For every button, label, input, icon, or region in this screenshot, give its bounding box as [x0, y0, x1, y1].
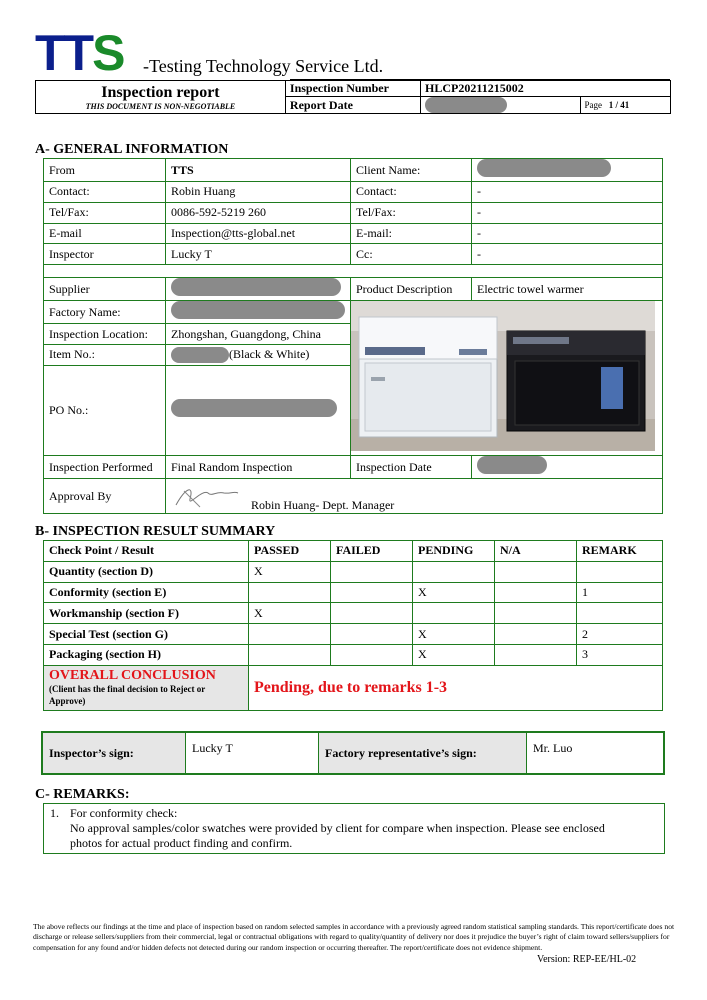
signature-table [41, 731, 665, 775]
client-tel-label: Tel/Fax: [351, 202, 472, 223]
column-header: FAILED [331, 541, 413, 562]
spacer-row [44, 265, 663, 278]
item-no-text: (Black & White) [229, 346, 310, 361]
result-summary-table [43, 540, 663, 711]
result-cell: X [249, 603, 331, 624]
result-cell [413, 603, 495, 624]
column-header: PASSED [249, 541, 331, 562]
email-label: E-mail [44, 223, 166, 244]
contact-value: Robin Huang [166, 182, 351, 203]
page-number: 1 / 41 [608, 100, 630, 111]
page-label: Page [584, 100, 603, 111]
result-cell: X [413, 582, 495, 603]
result-cell [495, 644, 577, 665]
result-row [44, 582, 663, 603]
remark-heading: For conformity check: [70, 806, 178, 820]
po-no-label: PO No.: [44, 365, 166, 455]
company-name: -Testing Technology Service Ltd. [143, 56, 384, 76]
tts-logo [35, 25, 126, 81]
overall-conclusion-label: OVERALL CONCLUSION [49, 667, 216, 683]
overall-conclusion-value: Pending, due to remarks 1-3 [249, 665, 663, 710]
result-cell [577, 603, 663, 624]
result-row [44, 644, 663, 665]
column-header: REMARK [577, 541, 663, 562]
result-cell [249, 582, 331, 603]
check-point-label: Special Test (section G) [44, 624, 249, 645]
result-cell: 3 [577, 644, 663, 665]
result-cell [331, 624, 413, 645]
check-point-label: Quantity (section D) [44, 561, 249, 582]
column-header: N/A [495, 541, 577, 562]
result-cell: X [249, 561, 331, 582]
client-name-label: Client Name: [351, 159, 472, 182]
result-cell [495, 603, 577, 624]
result-cell [495, 624, 577, 645]
result-cell [331, 582, 413, 603]
client-contact-value: - [472, 182, 663, 203]
logo-tt: TT [35, 25, 93, 81]
inspector-sign-label: Inspector’s sign: [42, 732, 186, 774]
inspector-value: Lucky T [166, 244, 351, 265]
inspector-label: Inspector [44, 244, 166, 265]
overall-conclusion-cell [44, 665, 249, 710]
result-cell [495, 582, 577, 603]
result-cell: X [413, 624, 495, 645]
contact-label: Contact: [44, 182, 166, 203]
cc-label: Cc: [351, 244, 472, 265]
title-cell [36, 81, 286, 114]
result-row [44, 624, 663, 645]
item-no-value [166, 344, 351, 365]
result-cell [577, 561, 663, 582]
inspection-date-label: Inspection Date [351, 456, 472, 479]
check-point-label: Packaging (section H) [44, 644, 249, 665]
check-point-label: Workmanship (section F) [44, 603, 249, 624]
result-cell: X [413, 644, 495, 665]
report-date-value [421, 97, 581, 114]
tel-label: Tel/Fax: [44, 202, 166, 223]
overall-conclusion-note: (Client has the final decision to Reject or Approve) [49, 683, 206, 706]
inspection-number: HLCP20211215002 [421, 81, 671, 97]
remark-item [50, 806, 658, 851]
non-negotiable-note: THIS DOCUMENT IS NON-NEGOTIABLE [85, 101, 236, 111]
column-header: PENDING [413, 541, 495, 562]
result-cell [331, 644, 413, 665]
remark-text-line2: photos for actual product finding and confirm. [70, 836, 293, 850]
product-description-label: Product Description [351, 278, 472, 301]
section-b-title: B- INSPECTION RESULT SUMMARY [35, 524, 276, 539]
inspection-location-value: Zhongshan, Guangdong, China [166, 324, 351, 345]
supplier-label: Supplier [44, 278, 166, 301]
factory-name-label: Factory Name: [44, 301, 166, 324]
product-photo [351, 301, 655, 451]
cc-value: - [472, 244, 663, 265]
product-description-value: Electric towel warmer [472, 278, 663, 301]
result-cell [413, 561, 495, 582]
from-value: TTS [166, 159, 351, 182]
product-photo-cell [351, 301, 663, 456]
approval-by-label: Approval By [44, 479, 166, 514]
client-tel-value: - [472, 202, 663, 223]
result-row [44, 603, 663, 624]
result-cell [249, 644, 331, 665]
inspection-date-value [472, 456, 663, 479]
report-title: Inspection report [101, 83, 220, 101]
po-no-value [166, 365, 351, 455]
approver-name: Robin Huang- Dept. Manager [251, 498, 395, 513]
remark-text-line1: No approval samples/color swatches were provided by client for compare when inspection. Please see enclosed [70, 821, 605, 835]
factory-sign-label: Factory representative’s sign: [319, 732, 527, 774]
tel-value: 0086-592-5219 260 [166, 202, 351, 223]
report-date-label: Report Date [285, 97, 420, 114]
inspection-performed-value: Final Random Inspection [166, 456, 351, 479]
inspection-number-label: Inspection Number [285, 81, 420, 97]
logo-s: S [92, 25, 126, 81]
result-cell [249, 624, 331, 645]
remarks-box [43, 803, 665, 854]
section-c-title: C- REMARKS: [35, 787, 130, 802]
remark-number: 1. [50, 806, 59, 820]
footer-disclaimer: The above reflects our findings at the time and place of inspection based on random selected samples in accordance with a previously agreed random statistical sampling standards. This report/certificate does not discharge or release sellers/suppliers from their commercial, legal or contractual obligations with regard to quality/quantity of delivery nor does it prejudice the buyer’s right of claim toward sellers/suppliers for compensation for any found and/or hidden defects not detected during our random inspection or occurring thereafter. The report/certificate does not evidence shipment. [33, 922, 675, 952]
inspector-sign-value: Lucky T [186, 732, 319, 774]
result-cell [495, 561, 577, 582]
factory-sign-value: Mr. Luo [527, 732, 665, 774]
approval-by-value [166, 479, 663, 514]
email-value: Inspection@tts-global.net [166, 223, 351, 244]
result-cell: 1 [577, 582, 663, 603]
factory-name-value [166, 301, 351, 324]
report-header [35, 80, 671, 114]
check-point-label: Conformity (section E) [44, 582, 249, 603]
signature-image [172, 481, 242, 511]
result-row [44, 561, 663, 582]
page-indicator [580, 97, 670, 114]
column-header: Check Point / Result [44, 541, 249, 562]
inspection-location-label: Inspection Location: [44, 324, 166, 345]
result-cell: 2 [577, 624, 663, 645]
result-cell [331, 561, 413, 582]
result-cell [331, 603, 413, 624]
from-label: From [44, 159, 166, 182]
version-label: Version: REP-EE/HL-02 [537, 954, 637, 965]
section-a-title: A- GENERAL INFORMATION [35, 142, 229, 157]
supplier-value [166, 278, 351, 301]
client-contact-label: Contact: [351, 182, 472, 203]
inspection-performed-label: Inspection Performed [44, 456, 166, 479]
client-name-value [472, 159, 663, 182]
item-no-label: Item No.: [44, 344, 166, 365]
client-email-value: - [472, 223, 663, 244]
client-email-label: E-mail: [351, 223, 472, 244]
general-info-table [43, 158, 663, 514]
